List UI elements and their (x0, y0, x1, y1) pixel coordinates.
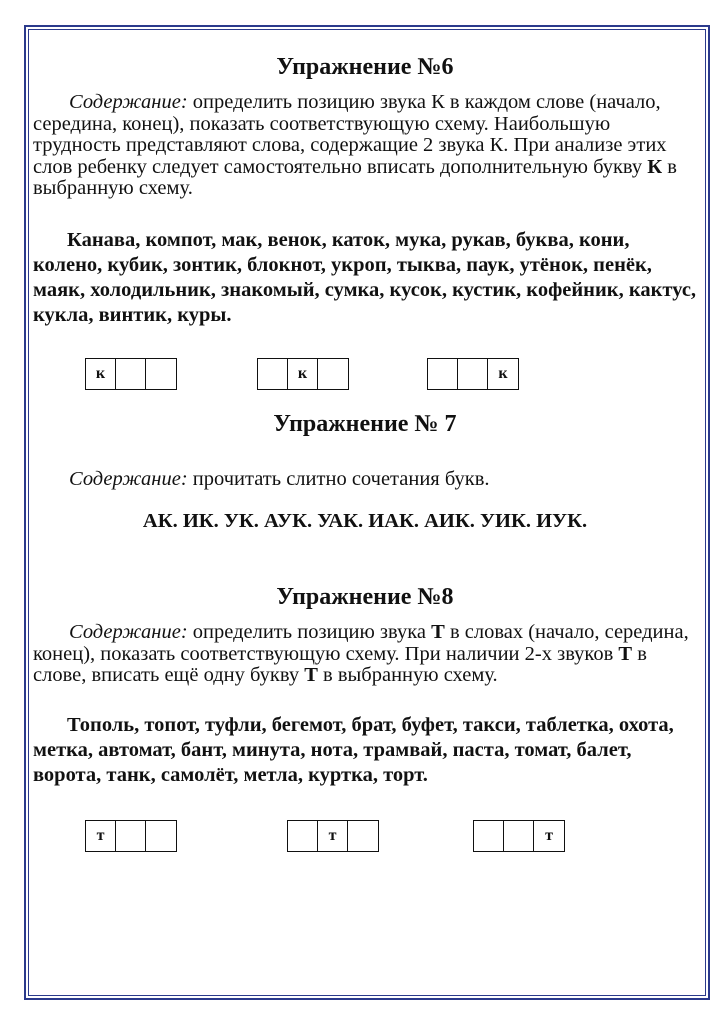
exercise-6-description: Содержание: определить позицию звука К в каждом слове (начало, середина, конец), показать соответствующую схему. Наибольшую трудность представляют слова, содержащие 2 звука К. При анализе этих слов ребенку следует самостоятельно вписать дополнительную букву К в выбранную схему. (33, 91, 677, 199)
scheme-cell: к (86, 359, 116, 389)
exercise-6-title: Упражнение №6 (276, 54, 454, 80)
scheme-cell (474, 821, 504, 851)
exercise-6-word-list: Канава, компот, мак, венок, каток, мука, рукав, буква, кони, колено, кубик, зонтик, блокнот, укроп, тыква, паук, утёнок, пенёк, маяк, холодильник, знакомый, сумка, кусок, кустик, кофейник, кактус, кукла, винтик, куры. (33, 228, 697, 326)
scheme-start (85, 358, 177, 390)
exercise-8-description: Содержание: определить позицию звука Т в словах (начало, середина, конец), показать соответствующую схему. При наличии 2-х звуков Т в слове, вписать ещё одну букву Т в выбранную схему. (33, 621, 689, 686)
exercise-8-schemes (33, 820, 697, 853)
scheme-cell (428, 359, 458, 389)
exercise-6-schemes (33, 358, 697, 391)
exercise-7-title: Упражнение № 7 (273, 410, 457, 437)
worksheet (33, 29, 697, 853)
scheme-cell (116, 821, 146, 851)
scheme-middle (257, 358, 349, 390)
scheme-cell (348, 821, 378, 851)
scheme-cell (258, 359, 288, 389)
scheme-cell (288, 821, 318, 851)
scheme-cell: т (545, 826, 553, 844)
scheme-cell: к (288, 359, 318, 389)
scheme-start (85, 820, 177, 852)
scheme-cell (146, 359, 176, 389)
scheme-cell (318, 359, 348, 389)
scheme-middle (287, 820, 379, 852)
scheme-cell (504, 821, 534, 851)
scheme-cell (458, 359, 488, 389)
scheme-end (473, 820, 565, 852)
exercise-7-description: Содержание: прочитать слитно сочетания букв. (69, 467, 490, 490)
scheme-cell: к (498, 364, 508, 382)
exercise-8-title: Упражнение №8 (276, 584, 454, 610)
exercise-7-combinations: АК. ИК. УК. АУК. УАК. ИАК. АИК. УИК. ИУК. (142, 510, 588, 532)
scheme-end (427, 358, 519, 390)
scheme-cell (146, 821, 176, 851)
scheme-cell: т (86, 821, 116, 851)
exercise-8-word-list: Тополь, топот, туфли, бегемот, брат, буфет, такси, таблетка, охота, метка, автомат, бант, минута, нота, трамвай, паста, томат, балет, ворота, танк, самолёт, метла, куртка, торт. (33, 713, 674, 786)
scheme-cell (116, 359, 146, 389)
scheme-cell: т (318, 821, 348, 851)
